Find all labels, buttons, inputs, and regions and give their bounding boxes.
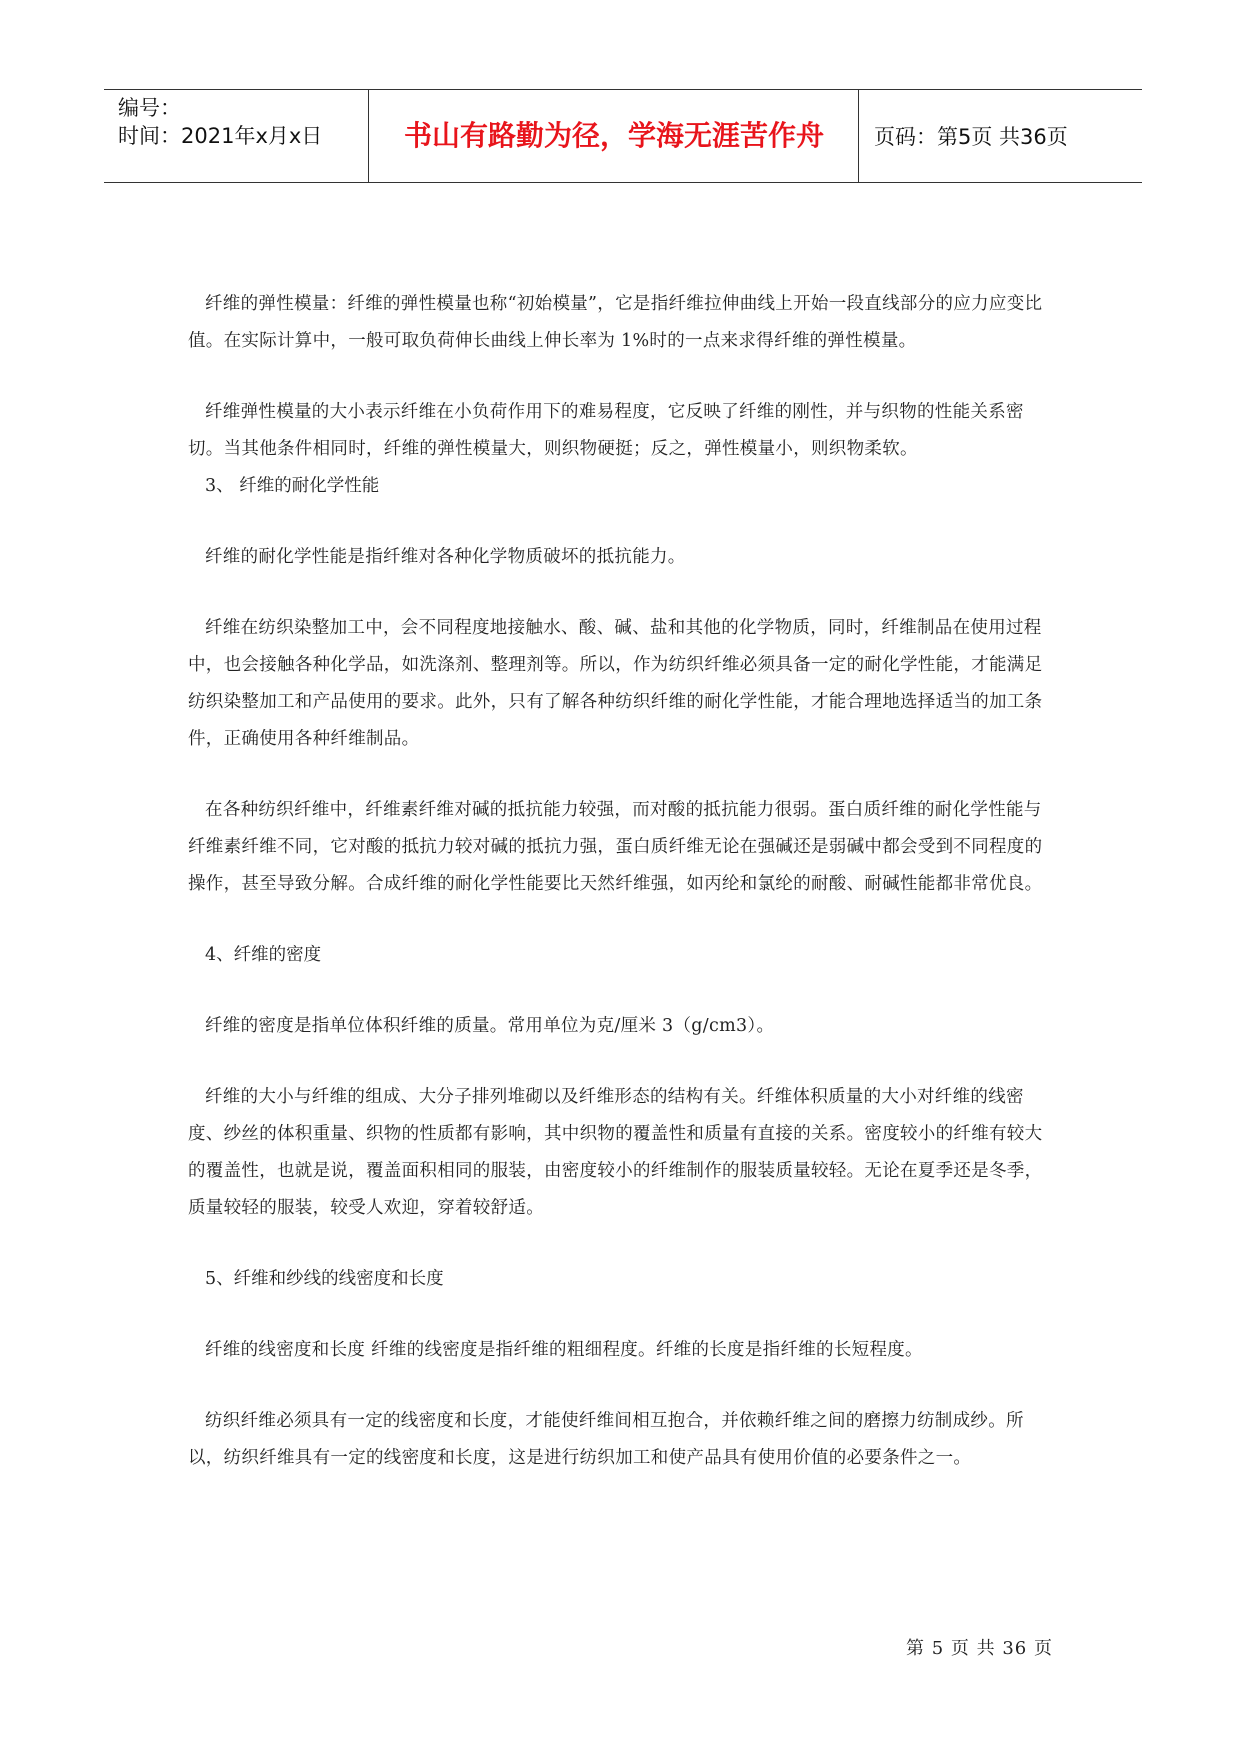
paragraph-density-effects: 纤维的大小与纤维的组成、大分子排列堆砌以及纤维形态的结构有关。纤维体积质量的大小对纤维的线密度、纱丝的体积重量、织物的性质都有影响，其中织物的覆盖性和质量有直接的关系。密度较小的纤维有较大的覆盖性，也就是说，覆盖面积相同的服装，由密度较小的纤维制作的服装质量较轻。无论在夏季还是冬季，质量较轻的服装，较受人欢迎，穿着较舒适。 — [188, 1087, 1043, 1218]
spacer — [188, 758, 1058, 792]
section-heading-chemical-resistance: 3、 纤维的耐化学性能 — [205, 476, 380, 496]
document-time-label: 时间：2021年x月x日 — [118, 124, 323, 148]
header-page-number: 页码：第5页 共36页 — [874, 125, 1068, 149]
spacer — [188, 1045, 1058, 1079]
spacer — [188, 974, 1058, 1008]
paragraph-linear-density-importance: 纺织纤维必须具有一定的线密度和长度，才能使纤维间相互抱合，并依赖纤维之间的磨擦力纺制成纱。所以，纺织纤维具有一定的线密度和长度，这是进行纺织加工和使产品具有使用价值的必要条件之一。 — [188, 1411, 1024, 1468]
spacer — [188, 360, 1058, 394]
section-heading-density: 4、纤维的密度 — [205, 945, 322, 965]
section-heading-linear-density: 5、纤维和纱线的线密度和长度 — [205, 1269, 444, 1289]
paragraph-density-definition: 纤维的密度是指单位体积纤维的质量。常用单位为克/厘米 3（g/cm3）。 — [205, 1016, 775, 1036]
page-footer-number: 第 5 页 共 36 页 — [906, 1638, 1053, 1659]
spacer — [188, 903, 1058, 937]
paragraph-elastic-modulus: 纤维的弹性模量：纤维的弹性模量也称“初始模量”，它是指纤维拉伸曲线上开始一段直线部分的应力应变比值。在实际计算中，一般可取负荷伸长曲线上伸长率为 1%时的一点来求得纤维的弹性模量。 — [188, 294, 1043, 351]
paragraph-chemical-processing: 纤维在纺织染整加工中，会不同程度地接触水、酸、碱、盐和其他的化学物质，同时，纤维制品在使用过程中，也会接触各种化学品，如洗涤剂、整理剂等。所以，作为纺织纤维必须具备一定的耐化学性能，才能满足纺织染整加工和产品使用的要求。此外，只有了解各种纺织纤维的耐化学性能，才能合理地选择适当的加工条件，正确使用各种纤维制品。 — [188, 618, 1043, 749]
header-divider-right — [858, 90, 859, 182]
page-header — [104, 89, 1142, 183]
spacer — [188, 1227, 1058, 1261]
spacer — [188, 576, 1058, 610]
header-meta — [118, 94, 368, 150]
document-number-label: 编号： — [118, 96, 181, 120]
paragraph-modulus-meaning: 纤维弹性模量的大小表示纤维在小负荷作用下的难易程度，它反映了纤维的刚性，并与织物的性能关系密切。当其他条件相同时，纤维的弹性模量大，则织物硬挺；反之，弹性模量小，则织物柔软。 — [188, 402, 1024, 459]
spacer — [188, 505, 1058, 539]
document-body — [188, 286, 1058, 1477]
spacer — [188, 1298, 1058, 1332]
header-motto: 书山有路勤为径，学海无涯苦作舟 — [403, 119, 824, 152]
header-divider-left — [368, 90, 369, 182]
paragraph-fiber-comparison: 在各种纺织纤维中，纤维素纤维对碱的抵抗能力较强，而对酸的抵抗能力很弱。蛋白质纤维的耐化学性能与纤维素纤维不同，它对酸的抵抗力较对碱的抵抗力强，蛋白质纤维无论在强碱还是弱碱中都会受到不同程度的操作，甚至导致分解。合成纤维的耐化学性能要比天然纤维强，如丙纶和氯纶的耐酸、耐碱性能都非常优良。 — [188, 800, 1043, 894]
paragraph-chemical-definition: 纤维的耐化学性能是指纤维对各种化学物质破坏的抵抗能力。 — [205, 547, 686, 567]
paragraph-linear-density-definition: 纤维的线密度和长度 纤维的线密度是指纤维的粗细程度。纤维的长度是指纤维的长短程度。 — [205, 1340, 923, 1360]
spacer — [188, 1369, 1058, 1403]
